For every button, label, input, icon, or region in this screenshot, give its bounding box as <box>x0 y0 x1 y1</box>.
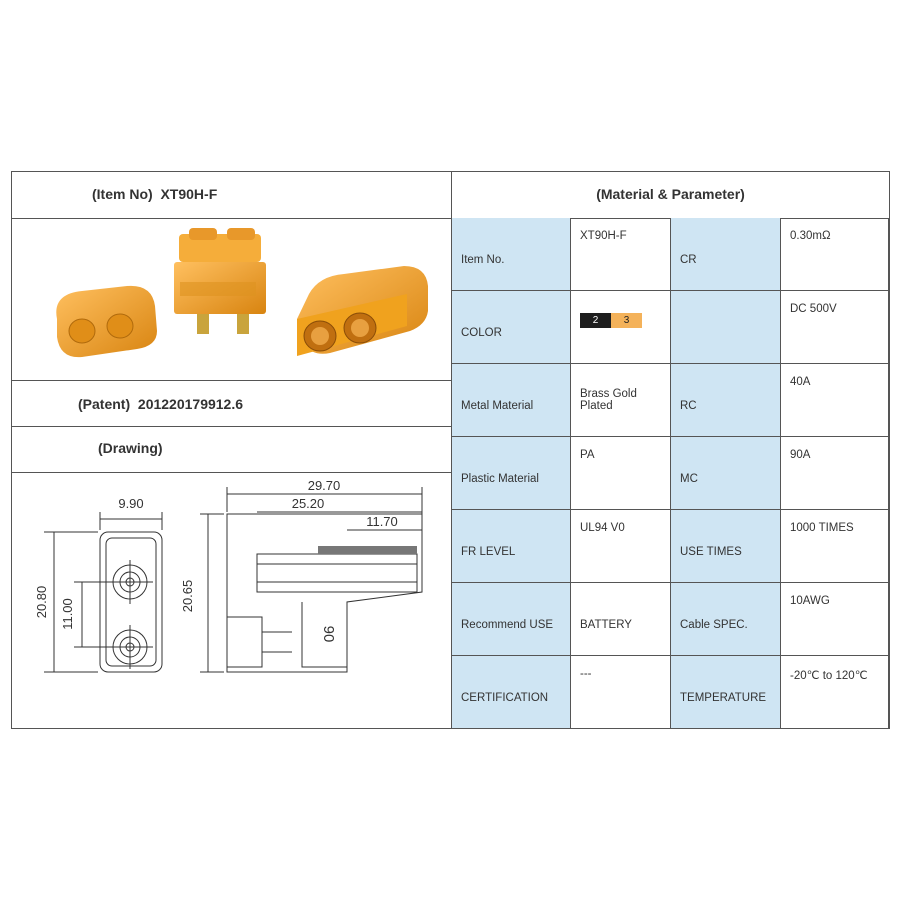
param-cell-l2 <box>671 656 781 728</box>
param-value: 0.30mΩ <box>790 230 831 242</box>
param-cell-l1 <box>452 510 571 583</box>
param-value: PA <box>580 449 595 461</box>
item-no-header <box>92 186 392 206</box>
patent-header <box>78 396 438 416</box>
material-parameter-title: (Material & Parameter) <box>596 186 745 202</box>
param-value: Brass Gold Plated <box>580 388 637 412</box>
param-cell-l2 <box>671 218 781 291</box>
param-cell-v2 <box>781 510 889 583</box>
item-no-label: (Item No) <box>92 186 153 202</box>
param-cell-l2 <box>671 364 781 437</box>
param-cell-v2 <box>781 583 889 656</box>
param-cell-v1 <box>571 583 671 656</box>
color-swatches <box>580 313 642 328</box>
param-value: 40A <box>790 376 811 388</box>
param-cell-v1 <box>571 437 671 510</box>
param-cell-v1 <box>571 291 671 364</box>
param-cell-v1 <box>571 218 671 291</box>
technical-drawing <box>12 472 450 728</box>
param-value: DC 500V <box>790 303 837 315</box>
dim-width: 9.90 <box>118 496 144 511</box>
param-label: MC <box>680 473 698 485</box>
param-value: BATTERY <box>580 619 632 631</box>
param-cell-l2 <box>671 437 781 510</box>
connector-cap <box>56 286 157 357</box>
param-cell-v1 <box>571 364 671 437</box>
param-label: Item No. <box>461 254 505 266</box>
param-label: Metal Material <box>461 400 534 412</box>
item-no-value: XT90H-F <box>160 186 218 202</box>
dim-tip: 11.70 <box>366 514 398 529</box>
connector-upright <box>174 228 266 334</box>
dim-height: 20.80 <box>34 585 49 619</box>
dim-length: 29.70 <box>307 478 341 493</box>
param-label: Cable SPEC. <box>680 619 748 631</box>
param-value: 90A <box>790 449 811 461</box>
product-photo <box>42 224 432 374</box>
color-swatch: 2 <box>580 313 611 328</box>
param-cell-l1 <box>452 583 571 656</box>
param-label: RC <box>680 400 697 412</box>
dim-inner: 25.20 <box>291 496 325 511</box>
param-value: -20℃ to 120℃ <box>790 670 868 682</box>
param-value: XT90H-F <box>580 230 627 242</box>
param-cell-v2 <box>781 218 889 291</box>
param-label: CR <box>680 254 697 266</box>
param-value: UL94 V0 <box>580 522 625 534</box>
param-cell-l1 <box>452 218 571 291</box>
param-value: 10AWG <box>790 595 830 607</box>
engraving-label: 90 <box>320 625 337 643</box>
param-label: FR LEVEL <box>461 546 516 558</box>
param-cell-v2 <box>781 656 889 728</box>
param-cell-l2 <box>671 583 781 656</box>
dim-pitch: 11.00 <box>60 598 75 630</box>
param-label: Recommend USE <box>461 619 554 631</box>
param-cell-v2 <box>781 364 889 437</box>
drawing-header: (Drawing) <box>98 440 163 456</box>
param-cell-l1 <box>452 656 571 728</box>
param-cell-v2 <box>781 291 889 364</box>
patent-value: 201220179912.6 <box>137 396 244 412</box>
param-cell-v2 <box>781 437 889 510</box>
param-value: 1000 TIMES <box>790 522 854 534</box>
color-swatch: 3 <box>611 313 642 328</box>
param-cell-l1 <box>452 437 571 510</box>
param-cell-v1 <box>571 510 671 583</box>
param-label: CERTIFICATION <box>461 692 549 704</box>
patent-label: (Patent) <box>78 396 131 412</box>
param-label: Plastic Material <box>461 473 539 485</box>
param-cell-v1 <box>571 656 671 728</box>
param-label: USE TIMES <box>680 546 742 558</box>
param-label: TEMPERATURE <box>680 692 767 704</box>
spec-sheet <box>11 171 890 729</box>
param-cell-l1 <box>452 364 571 437</box>
connector-angled <box>297 266 428 356</box>
param-cell-l1 <box>452 291 571 364</box>
param-value: --- <box>580 668 592 680</box>
param-cell-l2 <box>671 510 781 583</box>
dim-side-height: 20.65 <box>180 579 195 613</box>
param-label: COLOR <box>461 327 502 339</box>
param-cell-l2 <box>671 291 781 364</box>
